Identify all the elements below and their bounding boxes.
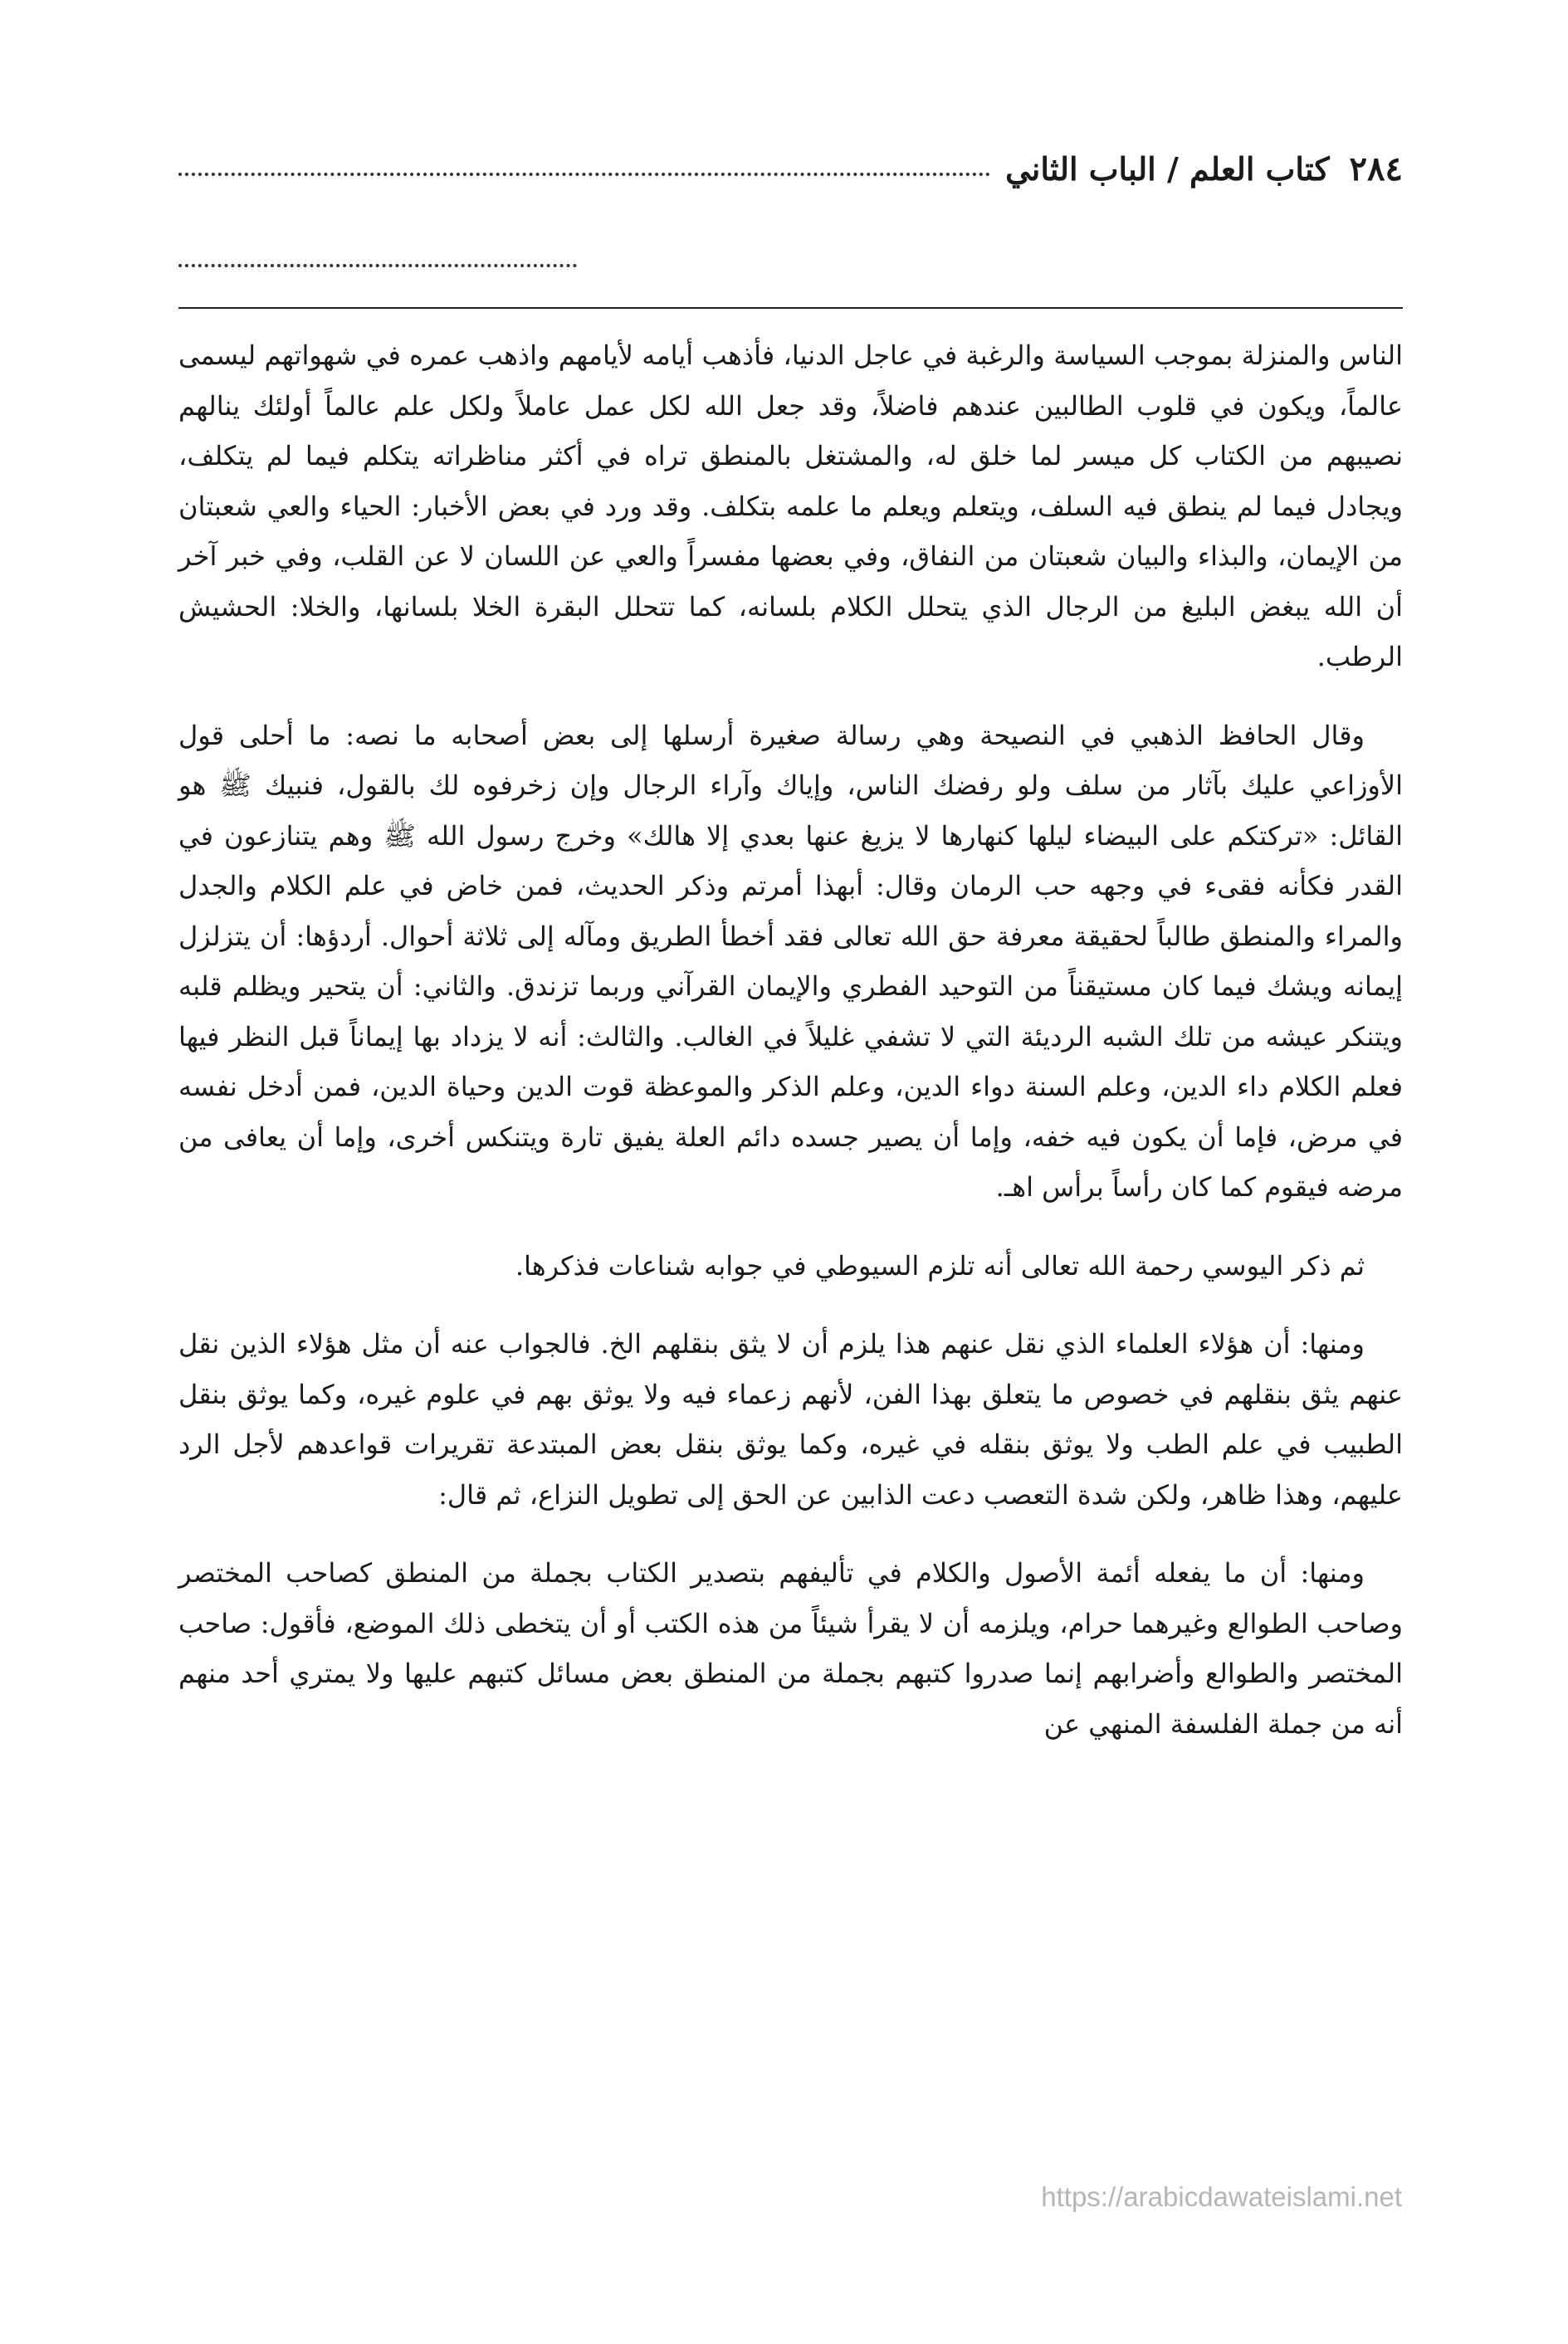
paragraph-1: الناس والمنزلة بموجب السياسة والرغبة في عاجل الدنيا، فأذهب أيامه لأيامهم واذهب عمره في شهواتهم ليسمى عالماً، ويكون في قلوب الطالبين عندهم فاضلاً، وقد جعل الله لكل عمل عاملاً ولكل علم عالماً أولئك ينالهم نصيبهم من الكتاب كل ميسر لما خلق له، والمشتغل بالمنطق تراه في أكثر مناظراته يتكلم فيما لم يتكلف، ويجادل فيما لم ينطق فيه السلف، ويتعلم ويعلم ما علمه بتكلف. وقد ورد في بعض الأخبار: الحياء والعي شعبتان من الإيمان، والبذاء والبيان شعبتان من النفاق، وفي بعضها مفسراً والعي عن اللسان لا عن القلب، وفي خبر آخر أن الله يبغض البليغ من الرجال الذي يتحلل الكلام بلسانه، كما تتحلل البقرة الخلا بلسانها، والخلا: الحشيش الرطب.	[178, 339, 1404, 672]
paragraph-5: ومنها: أن ما يفعله أئمة الأصول والكلام في تأليفهم بتصدير الكتاب بجملة من المنطق كصاحب المختصر وصاحب الطوالع وغيرهما حرام، ويلزمه أن لا يقرأ شيئاً من هذه الكتب أو أن يتخطى ذلك الموضع، فأقول: صاحب المختصر والطوالع وأضرابهم إنما صدروا كتبهم بجملة من المنطق بعض مسائل كتبهم عليها ولا يمتري أحد منهم أنه من جملة الفلسفة المنهي عن	[178, 1557, 1403, 1740]
paragraph-gap	[178, 1213, 1403, 1241]
paragraph-gap	[178, 682, 1403, 711]
paragraph-2: وقال الحافظ الذهبي في النصيحة وهي رسالة صغيرة أرسلها إلى بعض أصحابه ما نصه: ما أحلى قول الأوزاعي عليك بآثار من سلف ولو رفضك الناس، وإياك وآراء الرجال وإن زخرفوه لك بالقول، فنبيك ﷺ هو القائل: «تركتكم على البيضاء ليلها كنهارها لا يزيغ عنها بعدي إلا هالك» وخرج رسول الله ﷺ وهم يتنازعون في القدر فكأنه فقىء في وجهه حب الرمان وقال: أبهذا أمرتم وذكر الحديث، فمن خاض في علم الكلام والجدل والمراء والمنطق طالباً لحقيقة معرفة حق الله تعالى فقد أخطأ الطريق ومآله إلى ثلاثة أحوال. أردؤها: أن يتزلزل إيمانه ويشك فيما كان مستيقناً من التوحيد الفطري والإيمان القرآني وربما تزندق. والثاني: أن يتحير ويظلم قلبه ويتنكر عيشه من تلك الشبه الرديئة التي لا تشفي غليلاً في الغالب. والثالث: أنه لا يزداد بها إيماناً قبل النظر فيها فعلم الكلام داء الدين، وعلم السنة دواء الدين، وعلم الذكر والموعظة قوت الدين وحياة الدين، فمن أدخل نفسه في مرض، فإما أن يكون فيه خفه، وإما أن يصير جسده دائم العلة يفيق تارة ويتنكس أخرى، وإما أن يعافى من مرضه فيقوم كما كان رأساً برأس اهـ.	[178, 719, 1404, 1203]
paragraph-3: ثم ذكر اليوسي رحمة الله تعالى أنه تلزم السيوطي في جوابه شناعات فذكرها.	[515, 1249, 1365, 1282]
page-header	[178, 139, 1403, 198]
running-title: كتاب العلم / الباب الثاني	[1005, 149, 1330, 188]
body-text	[178, 330, 1403, 1749]
watermark-url: https://arabicdawateislami.net	[1041, 2181, 1402, 2212]
paragraph-gap	[178, 1520, 1403, 1548]
header-rule	[178, 307, 1403, 309]
page-number: ٢٨٤	[1349, 149, 1403, 188]
paragraph-4: ومنها: أن هؤلاء العلماء الذي نقل عنهم هذا يلزم أن لا يثق بنقلهم الخ. فالجواب عنه أن مثل هؤلاء الذين نقل عنهم يثق بنقلهم في خصوص ما يتعلق بهذا الفن، لأنهم زعماء فيه ولا يوثق بهم في علوم غيره، وكما يوثق بنقل الطبيب في علم الطب ولا يوثق بنقله في غيره، وكما يوثق بنقل بعض المبتدعة تقريرات قواعدهم لأجل الرد عليهم، وهذا ظاهر، ولكن شدة التعصب دعت الذابين عن الحق إلى تطويل النزاع، ثم قال:	[178, 1328, 1403, 1511]
header-dotted-leader	[178, 173, 990, 176]
paragraph-gap	[178, 1291, 1403, 1319]
dotted-separator	[178, 264, 577, 267]
